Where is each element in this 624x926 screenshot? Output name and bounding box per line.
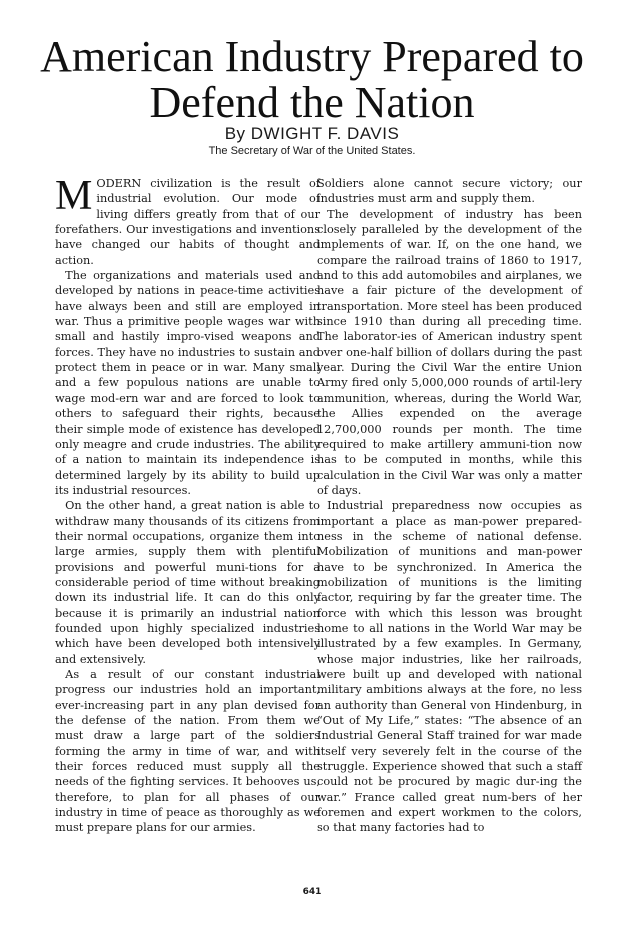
left-column: [55, 173, 320, 836]
paragraph-4: As a result of our constant industrial progress our industries hold an important, ever-increasing part in any plan devised for the defense of the nation. From them we must draw a large part of the soldiers forming the army in time of war, and with their forces reduced must supply all the needs of the fighting services. It behooves us, therefore, to plan for all phases of our industry in time of peace as thoroughly as we must prepare plans for our armies.: [55, 668, 320, 835]
paragraph-1: [55, 173, 320, 268]
right-column: [317, 176, 582, 836]
page-number: 641: [302, 887, 322, 897]
paragraph-7: Industrial preparedness now occupies as important a place as man-power prepared-ness in the scheme of national defense. Mobilization of munitions and man-power have to be synchronized. In America the mobilization of munitions is the limiting factor, requiring by far the greater time. The force with which this lesson was brought home to all nations in the World War may be illustrated by a few examples. In Germany, whose major industries, like her railroads, were built up and developed with national military ambitions always at the fore, no less an authority than General von Hindenburg, in “Out of My Life,” states: “The absence of an Industrial General Staff trained for war made itself very severely felt in the course of the struggle. Experience showed that such a staff could not be procured by magic dur-ing the war.” France called great num-bers of her foremen and expert workmen to the colors, so that many factories had to: [317, 499, 582, 835]
paragraph-5: Soldiers alone cannot secure victory; our industries must arm and supply them.: [317, 177, 582, 206]
paragraph-2: The organizations and materials used and developed by nations in peace-time activities have always been and still are employed in war. Thus a primitive people wages war with small and hastily impro-vised weapons and forces. They have no industries to sustain and protect them in peace or in war. Many small and a few populous nations are unable to wage mod-ern war and are forced to look to others to safeguard their rights, because their simple mode of existence has developed only meagre and crude industries. The ability of a nation to maintain its independence is determined largely by its ability to build up its industrial resources.: [55, 269, 320, 497]
author-role: The Secretary of War of the United States.: [208, 145, 416, 157]
article-title: American Industry Prepared to Defend the Nation: [40, 32, 584, 127]
paragraph-6: The development of industry has been closely paralleled by the development of the implements of war. If, on the one hand, we compare the railroad trains of 1860 to 1917, and to this add automobiles and airplanes, we have a fair picture of the development of transportation. More steel has been produced since 1910 than during all preceding time. The laborator-ies of American industry spent over one-half billion of dollars during the past year. During the Civil War the entire Union Army fired only 5,000,000 rounds of artil-lery ammunition, whereas, during the World War, the Allies expended on the average 12,700,000 rounds per month. The time required to make artillery ammuni-tion now has to be computed in months, while this calculation in the Civil War was only a matter of days.: [317, 207, 582, 497]
byline: By DWIGHT F. DAVIS: [224, 124, 400, 143]
drop-cap: M: [55, 173, 93, 219]
paragraph-1-text: ODERN civilization is the result of industrial evolution. Our mode of living differs greatly from that of our forefathers. Our investigations and inventions have changed our habits of thought and action.: [55, 177, 320, 267]
paragraph-3: On the other hand, a great nation is able to withdraw many thousands of its citizens from their normal occupations, organize them into large armies, supply them with plentiful provisions and powerful muni-tions for a considerable period of time without breaking down its industrial life. It can do this only because it is primarily an industrial nation founded upon highly specialized industries which have been developed both intensively and extensively.: [55, 499, 320, 666]
